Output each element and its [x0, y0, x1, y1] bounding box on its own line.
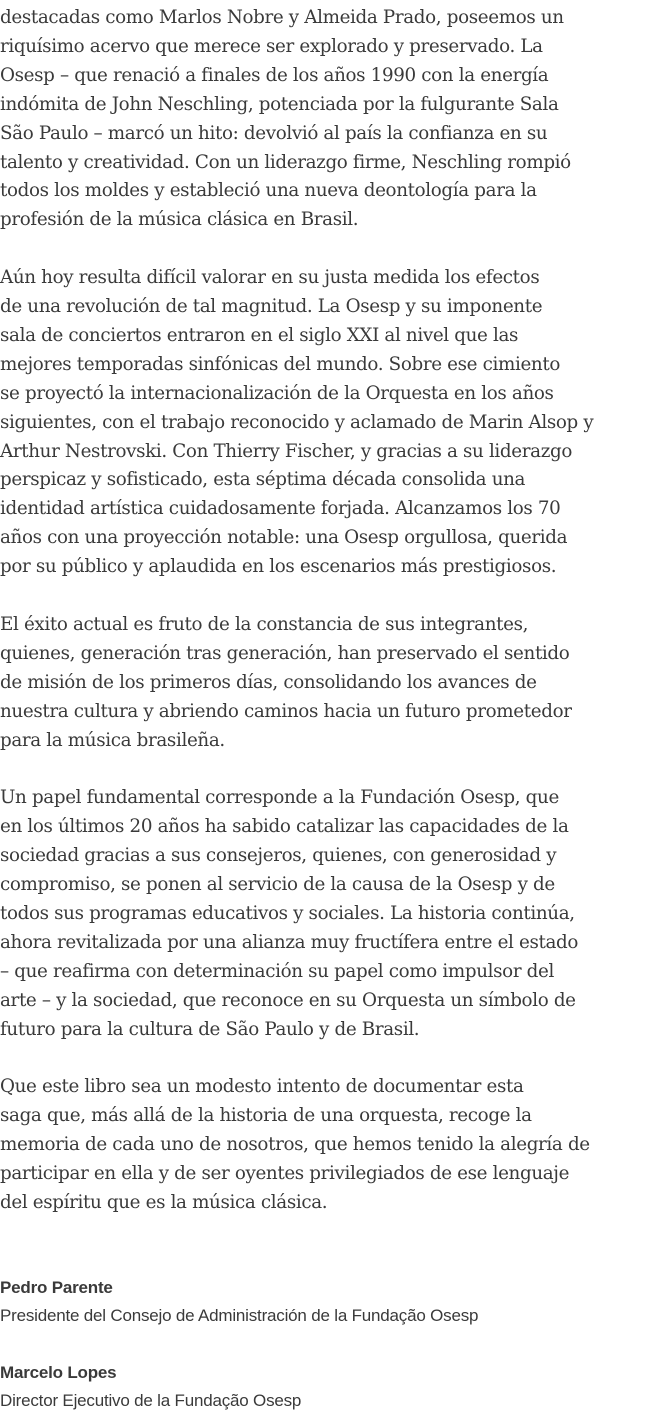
text-line: El éxito actual es fruto de la constancia de sus integrantes,	[0, 614, 529, 635]
text-line: riquísimo acervo que merece ser explorado y preservado. La	[0, 35, 543, 57]
text-line: – que reafirma con determinación su papel como impulsor del	[0, 960, 555, 982]
signatory-name: Marcelo Lopes	[0, 1363, 117, 1382]
signature-pedro-parente	[0, 1274, 667, 1330]
text-line: compromiso, se ponen al servicio de la causa de la Osesp y de	[0, 874, 555, 896]
text-line: Arthur Nestrovski. Con Thierry Fischer, y gracias a su liderazgo	[0, 440, 572, 462]
text-line: destacadas como Marlos Nobre y Almeida Prado, poseemos un	[0, 7, 564, 28]
text-line: arte – y la sociedad, que reconoce en su Orquesta un símbolo de	[0, 989, 576, 1011]
text-line: del espíritu que es la música clásica.	[0, 1192, 328, 1214]
text-line: profesión de la música clásica en Brasil.	[0, 209, 359, 231]
text-line: São Paulo – marcó un hito: devolvió al país la confianza en su	[0, 122, 548, 144]
text-line: de misión de los primeros días, consolidando los avances de	[0, 671, 537, 693]
paragraph-2	[0, 264, 667, 582]
text-line: participar en ella y de ser oyentes privilegiados de ese lenguaje	[0, 1163, 570, 1185]
text-line: para la música brasileña.	[0, 729, 225, 751]
text-line: ahora revitalizada por una alianza muy fructífera entre el estado	[0, 931, 579, 953]
text-line: se proyectó la internacionalización de la Orquesta en los años	[0, 382, 554, 404]
text-line: Un papel fundamental corresponde a la Fundación Osesp, que	[0, 787, 559, 809]
text-line: memoria de cada uno de nosotros, que hemos tenido la alegría de	[0, 1134, 590, 1156]
article-body	[0, 4, 667, 1247]
text-line: todos los moldes y estableció una nueva deontología para la	[0, 180, 537, 202]
text-line: identidad artística cuidadosamente forjada. Alcanzamos los 70	[0, 498, 561, 520]
text-line: de una revolución de tal magnitud. La Osesp y su imponente	[0, 296, 543, 318]
text-line: Aún hoy resulta difícil valorar en su justa medida los efectos	[0, 267, 540, 289]
signature-block	[0, 1274, 667, 1415]
signature-marcelo-lopes	[0, 1359, 667, 1415]
text-line: futuro para la cultura de São Paulo y de Brasil.	[0, 1018, 420, 1040]
text-line: sociedad gracias a sus consejeros, quienes, con generosidad y	[0, 845, 557, 867]
text-line: nuestra cultura y abriendo caminos hacia un futuro prometedor	[0, 700, 572, 722]
text-line: mejores temporadas sinfónicas del mundo. Sobre ese cimiento	[0, 353, 561, 375]
text-line: por su público y aplaudida en los escenarios más prestigiosos.	[0, 556, 557, 578]
text-line: sala de conciertos entraron en el siglo XXI al nivel que las	[0, 324, 519, 346]
text-line: en los últimos 20 años ha sabido catalizar las capacidades de la	[0, 816, 569, 838]
text-line: todos sus programas educativos y sociales. La historia continúa,	[0, 903, 575, 925]
text-line: años con una proyección notable: una Osesp orgullosa, querida	[0, 527, 568, 549]
paragraph-1	[0, 4, 667, 235]
text-line: indómita de John Neschling, potenciada por la fulgurante Sala	[0, 93, 559, 115]
text-line: Osesp – que renació a finales de los años 1990 con la energía	[0, 64, 549, 86]
text-line: saga que, más allá de la historia de una orquesta, recoge la	[0, 1105, 532, 1127]
text-line: talento y creatividad. Con un liderazgo firme, Neschling rompió	[0, 151, 571, 173]
paragraph-4	[0, 784, 667, 1044]
paragraph-5	[0, 1073, 667, 1218]
text-line: quienes, generación tras generación, han preservado el sentido	[0, 642, 570, 664]
text-line: Que este libro sea un modesto intento de documentar esta	[0, 1076, 524, 1098]
paragraph-3	[0, 611, 667, 756]
text-line: perspicaz y sofisticado, esta séptima década consolida una	[0, 469, 526, 491]
signatory-name: Pedro Parente	[0, 1278, 113, 1297]
text-line: siguientes, con el trabajo reconocido y aclamado de Marin Alsop y	[0, 411, 594, 433]
signatory-role: Presidente del Consejo de Administración de la Fundação Osesp	[0, 1306, 479, 1325]
signatory-role: Director Ejecutivo de la Fundação Osesp	[0, 1391, 302, 1410]
